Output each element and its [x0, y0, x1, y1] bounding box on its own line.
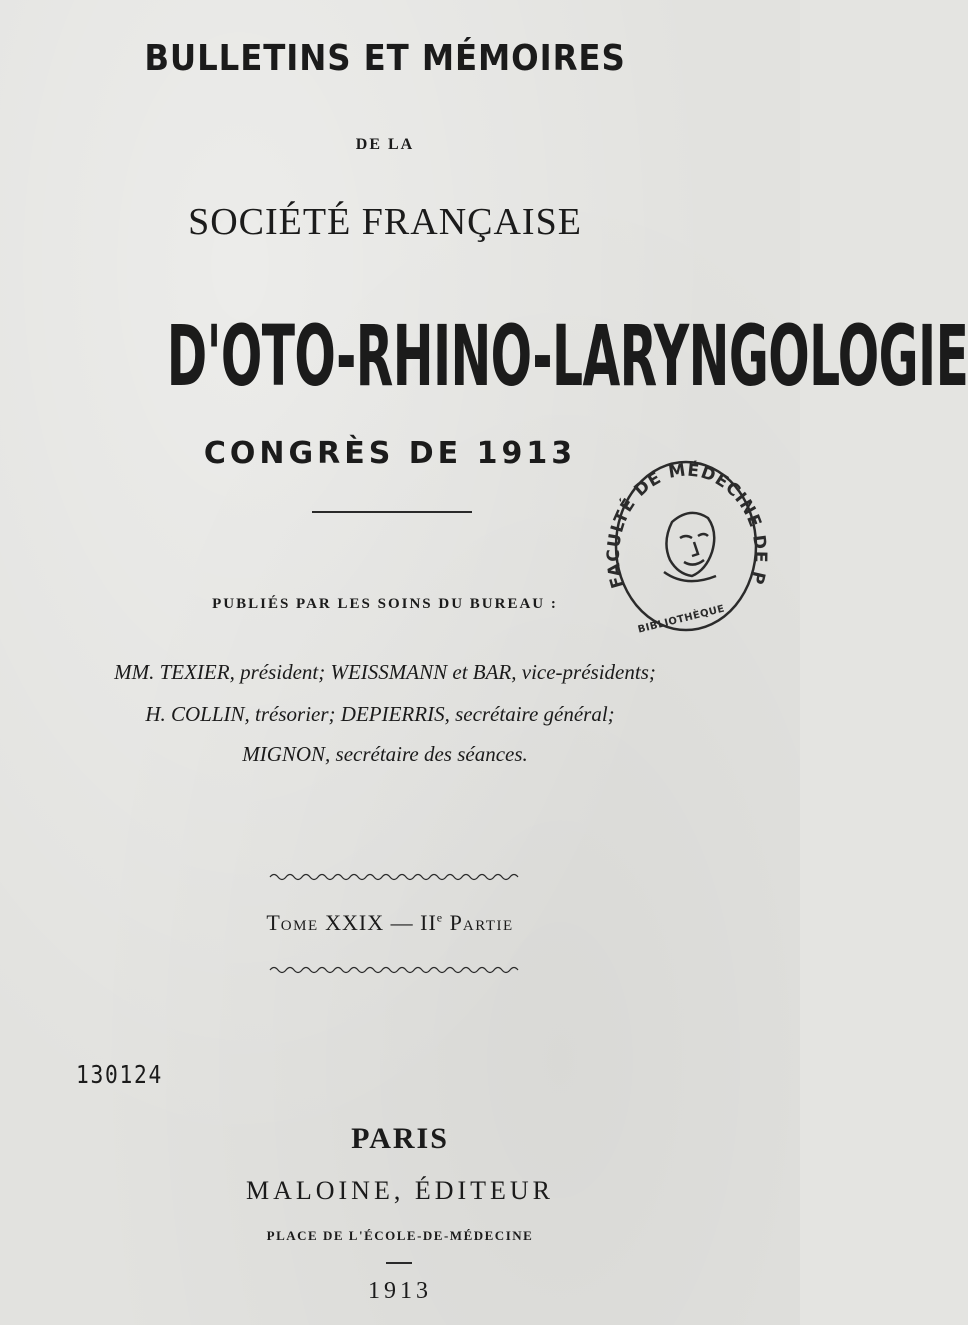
officers-line-3: MIGNON, secrétaire des séances.	[242, 742, 528, 766]
publisher-address: PLACE DE L'ÉCOLE-DE-MÉDECINE	[266, 1228, 534, 1243]
catalog-number: 130124	[76, 1060, 163, 1089]
wavy-rule-top	[270, 870, 518, 884]
tome-number: XXIX	[325, 910, 385, 935]
library-stamp-seal	[600, 436, 768, 646]
publication-year: 1913	[368, 1278, 432, 1304]
stamp-text: FACULTÉ DE MÉDECINE D P	[603, 460, 768, 591]
officers-line-2: H. COLLIN, trésorier; DEPIERRIS, secrétaire général;	[145, 702, 615, 726]
part-rest: ARTIE	[462, 918, 514, 934]
volume-line	[0, 910, 780, 936]
series-title: BULLETINS ET MÉMOIRES	[144, 38, 626, 79]
part-word	[450, 910, 514, 935]
specialty-title: D'OTO-RHINO-LARYNGOLOGIE	[166, 307, 968, 405]
wavy-rule-bottom	[270, 963, 518, 977]
tome-dash: —	[390, 910, 414, 935]
published-by: PUBLIÉS PAR LES SOINS DU BUREAU :	[212, 596, 558, 612]
congress-year: CONGRÈS DE 1913	[203, 436, 577, 471]
de-la-text: DE LA	[355, 136, 415, 153]
tome-initial: T	[266, 910, 281, 935]
society-name: SOCIÉTÉ FRANÇAISE	[188, 201, 582, 243]
officers-line-1: MM. TEXIER, président; WEISSMANN et BAR, vice-présidents;	[114, 660, 656, 684]
part-initial: P	[449, 910, 463, 935]
tome-word	[266, 910, 318, 935]
publisher: MALOINE, ÉDITEUR	[245, 1176, 555, 1205]
stamp-label: BIBLIOTHÈQUE	[636, 603, 726, 636]
divider-rule	[312, 511, 472, 513]
city: PARIS	[351, 1122, 449, 1155]
short-rule	[386, 1262, 412, 1264]
portrait-icon	[664, 513, 716, 581]
library-stamp	[600, 436, 768, 646]
part-number: II	[420, 910, 437, 935]
tome-rest: OME	[280, 918, 319, 934]
part-sup: e	[436, 910, 444, 925]
